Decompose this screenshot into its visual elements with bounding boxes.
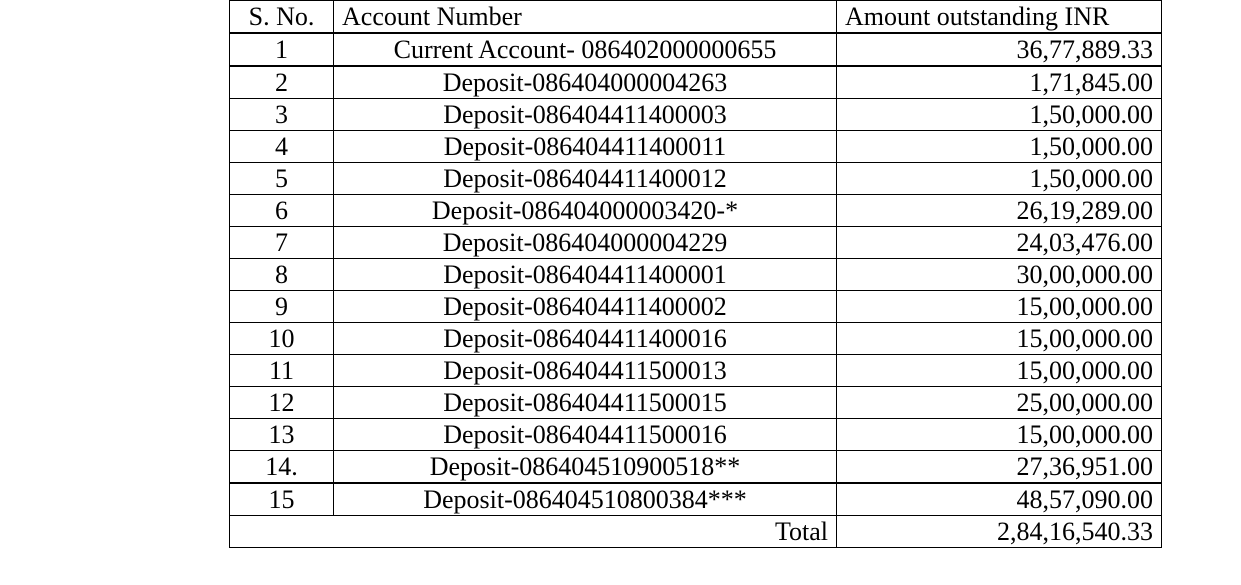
header-sno: S. No.	[230, 1, 334, 34]
cell-account-number: Deposit-086404000003420-*	[334, 195, 837, 227]
table-row	[230, 291, 1162, 323]
cell-account-number: Deposit-086404510800384***	[334, 483, 837, 516]
table-row	[230, 323, 1162, 355]
cell-account-number: Current Account- 086402000000655	[334, 33, 837, 66]
cell-amount: 1,50,000.00	[837, 163, 1162, 195]
header-amount-outstanding: Amount outstanding INR	[837, 1, 1162, 34]
header-account-number: Account Number	[334, 1, 837, 34]
cell-account-number: Deposit-086404411500015	[334, 387, 837, 419]
cell-sno: 3	[230, 99, 334, 131]
cell-account-number: Deposit-086404411500013	[334, 355, 837, 387]
cell-amount: 24,03,476.00	[837, 227, 1162, 259]
table-header-row	[230, 1, 1162, 34]
table-row	[230, 99, 1162, 131]
total-row	[230, 516, 1162, 548]
cell-account-number: Deposit-086404000004263	[334, 66, 837, 99]
table-row	[230, 33, 1162, 66]
cell-account-number: Deposit-086404000004229	[334, 227, 837, 259]
cell-sno: 7	[230, 227, 334, 259]
table-row	[230, 259, 1162, 291]
cell-account-number: Deposit-086404411400012	[334, 163, 837, 195]
cell-account-number: Deposit-086404411500016	[334, 419, 837, 451]
accounts-table	[229, 0, 1162, 548]
cell-sno: 9	[230, 291, 334, 323]
cell-amount: 30,00,000.00	[837, 259, 1162, 291]
cell-amount: 1,50,000.00	[837, 131, 1162, 163]
table-row	[230, 131, 1162, 163]
table-row	[230, 163, 1162, 195]
cell-amount: 15,00,000.00	[837, 291, 1162, 323]
cell-account-number: Deposit-086404411400016	[334, 323, 837, 355]
total-label: Total	[230, 516, 837, 548]
table-row	[230, 66, 1162, 99]
cell-sno: 2	[230, 66, 334, 99]
table-row	[230, 419, 1162, 451]
cell-sno: 14.	[230, 451, 334, 484]
cell-sno: 11	[230, 355, 334, 387]
cell-sno: 8	[230, 259, 334, 291]
table-row	[230, 227, 1162, 259]
cell-amount: 15,00,000.00	[837, 419, 1162, 451]
cell-amount: 48,57,090.00	[837, 483, 1162, 516]
cell-account-number: Deposit-086404411400001	[334, 259, 837, 291]
table-row	[230, 195, 1162, 227]
cell-sno: 15	[230, 483, 334, 516]
cell-amount: 25,00,000.00	[837, 387, 1162, 419]
cell-sno: 10	[230, 323, 334, 355]
cell-account-number: Deposit-086404411400003	[334, 99, 837, 131]
cell-amount: 27,36,951.00	[837, 451, 1162, 484]
cell-amount: 26,19,289.00	[837, 195, 1162, 227]
cell-sno: 13	[230, 419, 334, 451]
cell-amount: 15,00,000.00	[837, 323, 1162, 355]
total-amount: 2,84,16,540.33	[837, 516, 1162, 548]
cell-sno: 4	[230, 131, 334, 163]
cell-account-number: Deposit-086404411400011	[334, 131, 837, 163]
cell-sno: 6	[230, 195, 334, 227]
cell-amount: 1,71,845.00	[837, 66, 1162, 99]
cell-amount: 1,50,000.00	[837, 99, 1162, 131]
cell-account-number: Deposit-086404411400002	[334, 291, 837, 323]
cell-sno: 12	[230, 387, 334, 419]
cell-sno: 1	[230, 33, 334, 66]
cell-amount: 15,00,000.00	[837, 355, 1162, 387]
cell-amount: 36,77,889.33	[837, 33, 1162, 66]
table-row	[230, 387, 1162, 419]
table-row	[230, 483, 1162, 516]
cell-account-number: Deposit-086404510900518**	[334, 451, 837, 484]
table-row	[230, 355, 1162, 387]
table-row	[230, 451, 1162, 484]
cell-sno: 5	[230, 163, 334, 195]
